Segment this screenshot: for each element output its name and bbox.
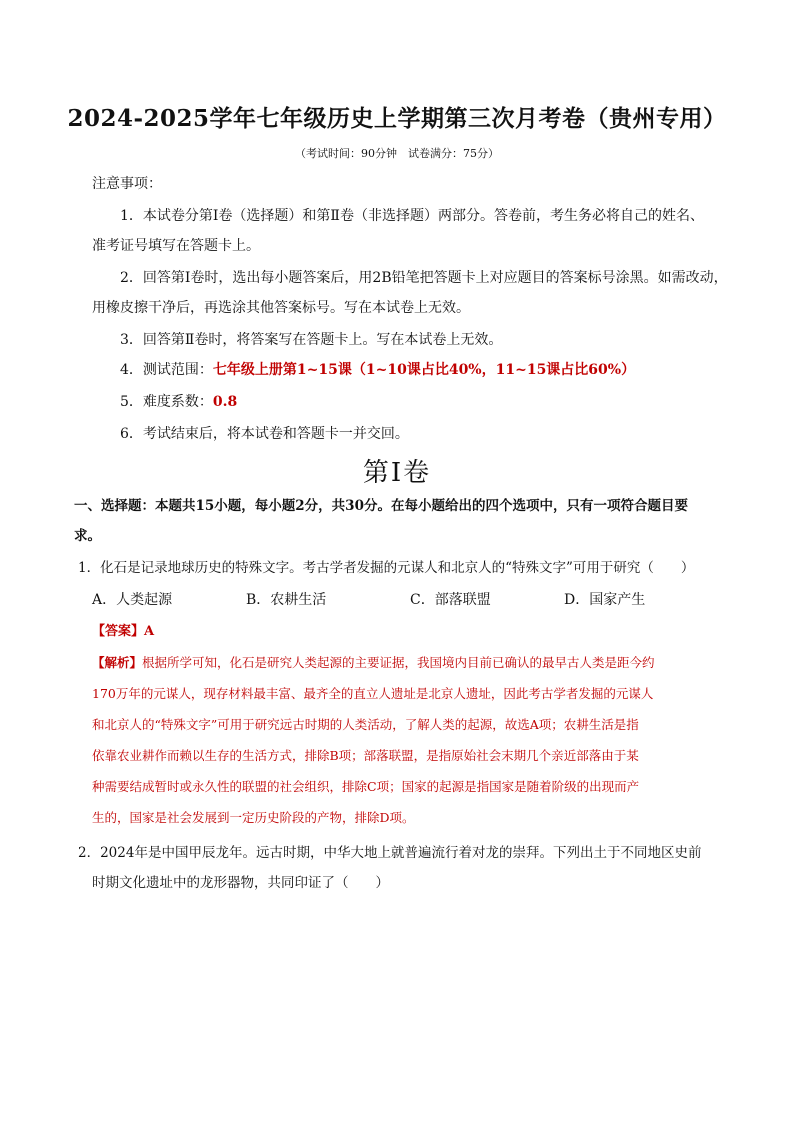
notice-item-4 — [120, 360, 635, 380]
notice-item-5 — [120, 392, 237, 412]
test-scope-value: 七年级上册第1~15课（1~10课占比40%，11~15课占比60%） — [212, 362, 636, 378]
section-title: 第Ⅰ卷 — [362, 458, 432, 488]
question-1-analysis-line-6: 生的，国家是社会发展到一定历史阶段的产物，排除D项。 — [92, 810, 415, 825]
question-1-option-c: C．部落联盟 — [410, 592, 491, 608]
notice-item-3: 3．回答第Ⅱ卷时，将答案写在答题卡上。写在本试卷上无效。 — [120, 332, 503, 348]
notice-item-1: 1．本试卷分第Ⅰ卷（选择题）和第Ⅱ卷（非选择题）两部分。答卷前，考生务必将自己的姓名、 — [120, 208, 704, 224]
difficulty-label: 5．难度系数： — [120, 394, 213, 410]
notice-item-6: 6．考试结束后，将本试卷和答题卡一并交回。 — [120, 426, 409, 442]
question-1-analysis-line-3: 和北京人的“特殊文字”可用于研究远古时期的人类活动，了解人类的起源，故选A项；农耕生活是指 — [92, 717, 639, 732]
question-1-analysis-line-2: 170万年的元谋人，现存材料最丰富、最齐全的直立人遗址是北京人遗址，因此考古学者发掘的元谋人 — [92, 686, 654, 701]
notice-item-2: 2．回答第Ⅰ卷时，选出每小题答案后，用2B铅笔把答题卡上对应题目的答案标号涂黑。如需改动， — [120, 270, 728, 286]
question-1-option-b: B．农耕生活 — [246, 592, 327, 608]
question-1-option-d: D．国家产生 — [564, 592, 646, 608]
question-2-stem-cont: 时期文化遗址中的龙形器物，共同印证了（ ） — [92, 875, 389, 891]
answer-label: 【答案】 — [92, 624, 145, 639]
choice-instructions-cont: 求。 — [74, 528, 101, 544]
question-1-option-a: A．人类起源 — [92, 592, 173, 608]
question-2-stem: 2．2024年是中国甲辰龙年。远古时期，中华大地上就普遍流行着对龙的崇拜。下列出土于不同地区史前 — [78, 845, 702, 861]
notice-heading: 注意事项： — [92, 176, 162, 192]
question-1-analysis-line-1: 【解析】根据所学可知，化石是研究人类起源的主要证据，我国境内目前已确认的最早古人类是距今约 — [92, 655, 655, 670]
answer-value: A — [144, 624, 155, 639]
analysis-label: 【解析】 — [92, 655, 143, 670]
question-1-stem: 1．化石是记录地球历史的特殊文字。考古学者发掘的元谋人和北京人的“特殊文字”可用于研究（ ） — [78, 560, 695, 576]
exam-info: （考试时间：90分钟 试卷满分：75分） — [295, 147, 499, 160]
test-scope-label: 4．测试范围： — [120, 362, 213, 378]
difficulty-value: 0.8 — [212, 394, 238, 410]
choice-instructions: 一、选择题：本题共15小题，每小题2分，共30分。在每小题给出的四个选项中，只有一项符合题目要 — [74, 498, 688, 514]
question-1-answer — [92, 622, 154, 642]
question-1-analysis-line-4: 依靠农业耕作而赖以生存的生活方式，排除B项；部落联盟，是指原始社会末期几个亲近部落由于某 — [92, 748, 639, 763]
page-title: 2024-2025学年七年级历史上学期第三次月考卷（贵州专用） — [67, 105, 727, 132]
question-1-analysis-line-5: 种需要结成暂时或永久性的联盟的社会组织，排除C项；国家的起源是指国家是随着阶级的出现而产 — [92, 779, 640, 794]
notice-item-2-cont: 用橡皮擦干净后，再选涂其他答案标号。写在本试卷上无效。 — [92, 300, 470, 316]
notice-item-1-cont: 准考证号填写在答题卡上。 — [92, 238, 260, 254]
